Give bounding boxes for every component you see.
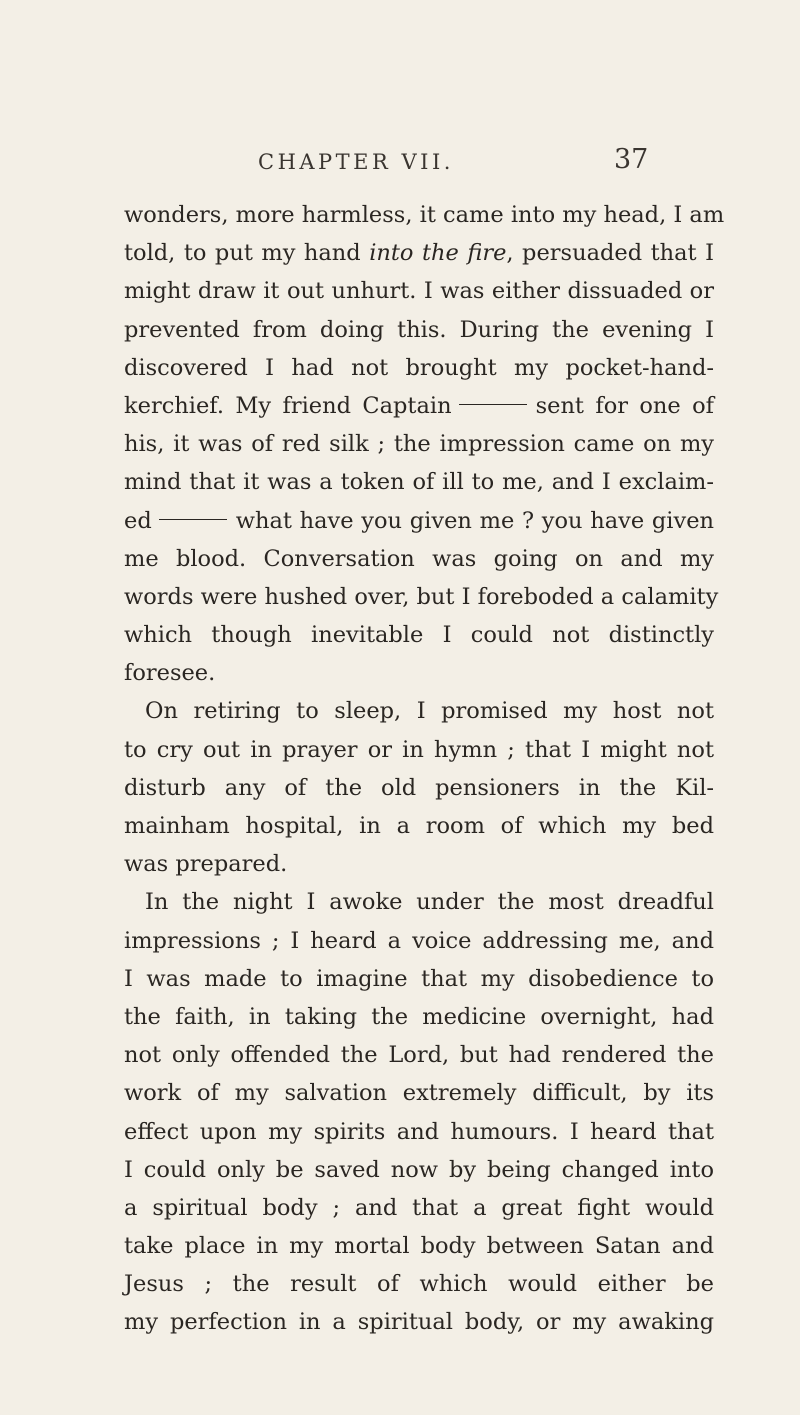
- text-line: might draw it out unhurt. I was either dissuaded or: [124, 278, 714, 305]
- text-line: words were hushed over, but I foreboded a calamity: [124, 583, 719, 610]
- text-line: foresee.: [124, 660, 216, 687]
- text-line: take place in my mortal body between Satan and: [124, 1233, 714, 1260]
- page-header: [0, 144, 800, 184]
- text-line: was prepared.: [124, 851, 288, 878]
- text-line: a spiritual body ; and that a great fight would: [124, 1194, 714, 1221]
- text-line: discovered I had not brought my pocket-hand-: [124, 354, 714, 381]
- text-line: ed what have you given me ? you have given: [124, 507, 714, 534]
- body-text: [124, 196, 725, 1342]
- text-line: the faith, in taking the medicine overnight, had: [124, 1003, 714, 1030]
- em-dash-rule: [159, 519, 227, 520]
- text-line: wonders, more harmless, it came into my head, I am: [124, 202, 725, 228]
- text-line: my perfection in a spiritual body, or my awaking: [124, 1309, 714, 1336]
- text-line: mind that it was a token of ill to me, and I exclaim-: [124, 469, 714, 496]
- running-head: CHAPTER VII.: [258, 150, 454, 174]
- text-line: impressions ; I heard a voice addressing me, and: [124, 927, 714, 954]
- text-line: In the night I awoke under the most dreadful: [145, 889, 714, 916]
- em-dash-rule: [459, 404, 527, 405]
- page-number: 37: [614, 144, 649, 175]
- text-line: Jesus ; the result of which would either be: [124, 1271, 714, 1298]
- text-line: disturb any of the old pensioners in the Kil-: [124, 774, 714, 801]
- text-line: told, to put my hand into the fire, persuaded that I: [124, 240, 714, 267]
- text-line: effect upon my spirits and humours. I heard that: [124, 1118, 714, 1145]
- text-line: mainham hospital, in a room of which my bed: [124, 813, 714, 839]
- text-line: I was made to imagine that my disobedience to: [124, 965, 714, 992]
- text-line: me blood. Conversation was going on and my: [124, 545, 714, 572]
- text-line: his, it was of red silk ; the impression came on my: [124, 431, 714, 458]
- text-line: to cry out in prayer or in hymn ; that I might not: [124, 736, 714, 763]
- text-line: which though inevitable I could not distinctly: [124, 622, 714, 649]
- text-line: work of my salvation extremely difficult, by its: [124, 1080, 714, 1107]
- text-line: kerchief. My friend Captain sent for one of: [124, 392, 714, 419]
- text-line: prevented from doing this. During the evening I: [124, 316, 714, 343]
- italic-phrase: into the fire: [369, 240, 507, 267]
- text-line: not only offended the Lord, but had rendered the: [124, 1042, 714, 1069]
- text-line: On retiring to sleep, I promised my host not: [145, 698, 714, 725]
- text-line: I could only be saved now by being changed into: [124, 1156, 714, 1183]
